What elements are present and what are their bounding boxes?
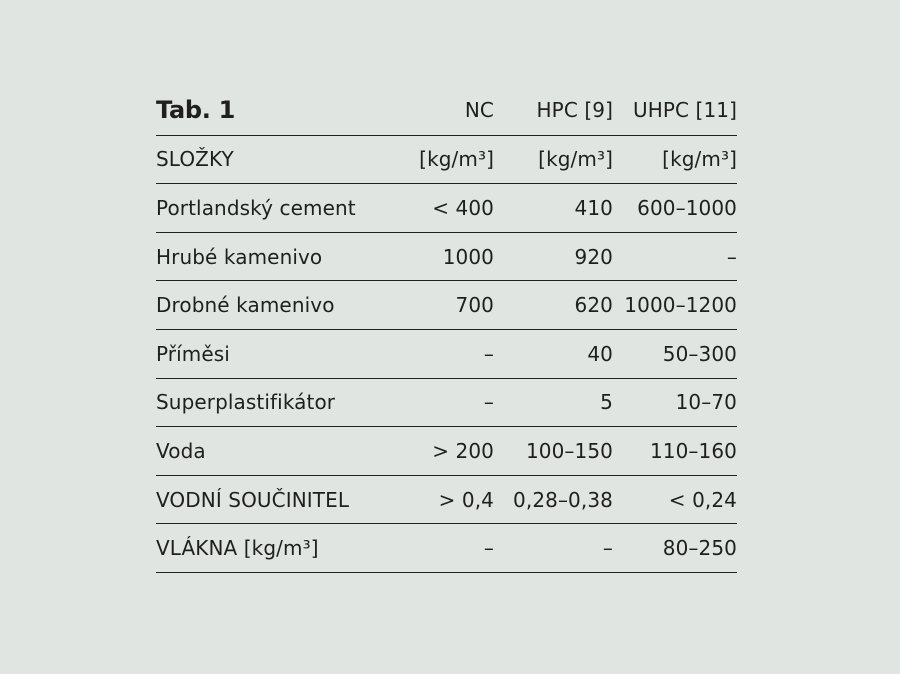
table-cell: – xyxy=(483,390,494,415)
table-row xyxy=(156,427,737,476)
table-row xyxy=(156,524,737,573)
column-header-nc: NC xyxy=(464,98,494,123)
table-cell: – xyxy=(483,341,494,366)
table-cell: – xyxy=(602,536,613,561)
table-cell: 600–1000 xyxy=(637,195,737,220)
row-label: VODNÍ SOUČINITEL xyxy=(156,487,350,512)
table-cell: 50–300 xyxy=(662,341,737,366)
table-cell: 0,28–0,38 xyxy=(513,487,613,512)
table-title: Tab. 1 xyxy=(156,96,236,125)
table-cell: 110–160 xyxy=(649,438,737,463)
column-header-hpc: HPC [9] xyxy=(536,98,613,123)
table-cell: 620 xyxy=(574,293,613,318)
row-label: Příměsi xyxy=(156,341,230,366)
table-cell: 1000–1200 xyxy=(624,293,737,318)
table-row xyxy=(156,136,737,185)
table-header-row xyxy=(156,86,737,136)
table-row xyxy=(156,233,737,282)
table-cell: 700 xyxy=(455,293,494,318)
table-cell: 100–150 xyxy=(525,438,613,463)
table-cell: 40 xyxy=(587,341,613,366)
table-cell: 1000 xyxy=(442,244,494,269)
table-cell: < 400 xyxy=(432,195,494,220)
table-cell: – xyxy=(726,244,737,269)
table-cell: – xyxy=(483,536,494,561)
table-cell: 80–250 xyxy=(662,536,737,561)
table-cell: > 200 xyxy=(432,438,494,463)
table-row xyxy=(156,281,737,330)
row-label: Portlandský cement xyxy=(156,195,356,220)
table-cell: [kg/m³] xyxy=(538,147,613,172)
table-cell: 5 xyxy=(600,390,613,415)
table-cell: > 0,4 xyxy=(438,487,494,512)
table-cell: 10–70 xyxy=(675,390,737,415)
row-label: Drobné kamenivo xyxy=(156,293,335,318)
table-row xyxy=(156,330,737,379)
table-row xyxy=(156,379,737,428)
row-label: Hrubé kamenivo xyxy=(156,244,323,269)
table-cell: 920 xyxy=(574,244,613,269)
row-label: VLÁKNA [kg/m³] xyxy=(156,536,319,561)
table-body xyxy=(156,136,737,573)
table-row xyxy=(156,476,737,525)
data-table xyxy=(156,86,737,573)
table-cell: < 0,24 xyxy=(668,487,737,512)
column-header-uhpc: UHPC [11] xyxy=(632,98,737,123)
row-label: Voda xyxy=(156,438,206,463)
row-label: Superplastifikátor xyxy=(156,390,336,415)
table-cell: [kg/m³] xyxy=(662,147,737,172)
table-row xyxy=(156,184,737,233)
row-label: SLOŽKY xyxy=(156,147,234,172)
table-cell: [kg/m³] xyxy=(419,147,494,172)
table-cell: 410 xyxy=(574,195,613,220)
